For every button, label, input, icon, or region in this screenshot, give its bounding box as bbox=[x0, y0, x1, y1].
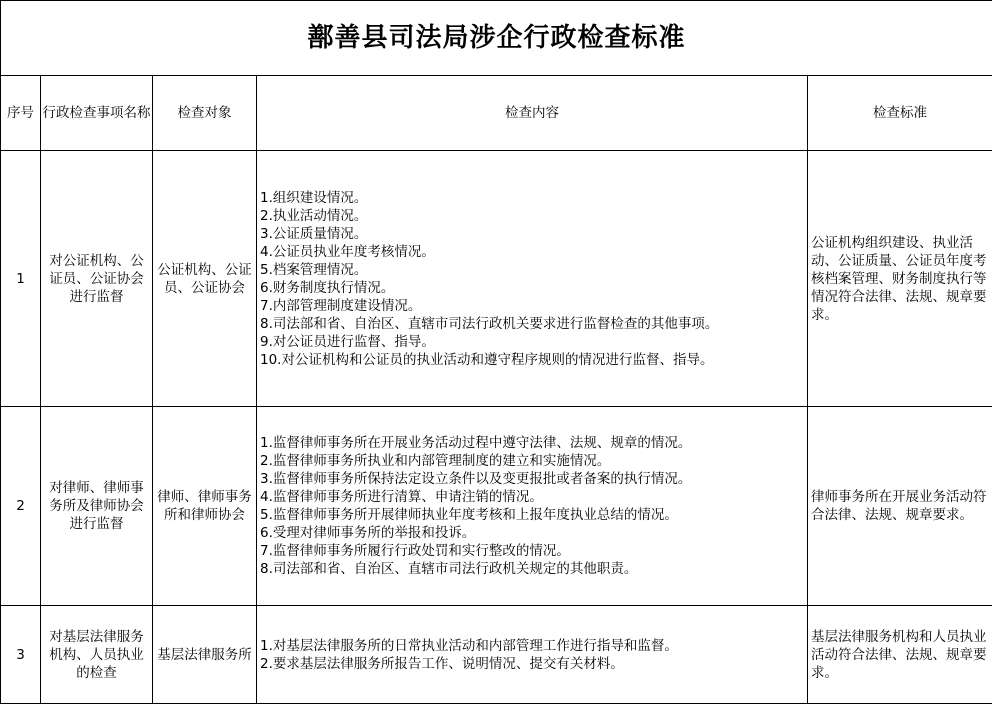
row-target: 基层法律服务所 bbox=[153, 606, 257, 704]
header-target: 检查对象 bbox=[153, 76, 257, 151]
content-line: 3.监督律师事务所保持法定设立条件以及变更报批或者备案的执行情况。 bbox=[260, 471, 692, 487]
header-row bbox=[1, 76, 992, 151]
row-item: 对基层法律服务机构、人员执业的检查 bbox=[41, 606, 153, 704]
row-item: 对律师、律师事务所及律师协会进行监督 bbox=[41, 407, 153, 606]
row-content bbox=[257, 407, 808, 606]
content-line: 1.组织建设情况。 bbox=[260, 189, 368, 206]
row-num: 3 bbox=[1, 606, 41, 704]
row-num: 1 bbox=[1, 151, 41, 407]
page-title: 鄯善县司法局涉企行政检查标准 bbox=[1, 1, 992, 76]
row-target: 公证机构、公证员、公证协会 bbox=[153, 151, 257, 407]
content-line: 1.监督律师事务所在开展业务活动过程中遵守法律、法规、规章的情况。 bbox=[260, 435, 692, 451]
row-target: 律师、律师事务所和律师协会 bbox=[153, 407, 257, 606]
content-line: 7.内部管理制度建设情况。 bbox=[260, 297, 422, 314]
table-row bbox=[1, 151, 992, 407]
row-num: 2 bbox=[1, 407, 41, 606]
table-row bbox=[1, 407, 992, 606]
table-row bbox=[1, 606, 992, 704]
row-content bbox=[257, 151, 808, 407]
content-line: 9.对公证员进行监督、指导。 bbox=[260, 333, 435, 350]
header-num: 序号 bbox=[1, 76, 41, 151]
content-line: 8.司法部和省、自治区、直辖市司法行政机关要求进行监督检查的其他事项。 bbox=[260, 315, 719, 332]
header-item: 行政检查事项名称 bbox=[41, 76, 153, 151]
content-line: 2.要求基层法律服务所报告工作、说明情况、提交有关材料。 bbox=[260, 655, 624, 672]
header-standard: 检查标准 bbox=[808, 76, 992, 151]
row-standard: 基层法律服务机构和人员执业活动符合法律、法规、规章要求。 bbox=[808, 606, 992, 704]
row-standard: 公证机构组织建设、执业活动、公证质量、公证员年度考核档案管理、财务制度执行等情况符合法律、法规、规章要求。 bbox=[808, 151, 992, 407]
content-line: 3.公证质量情况。 bbox=[260, 225, 368, 242]
header-content: 检查内容 bbox=[257, 76, 808, 151]
row-item: 对公证机构、公证员、公证协会进行监督 bbox=[41, 151, 153, 407]
content-line: 5.监督律师事务所开展律师执业年度考核和上报年度执业总结的情况。 bbox=[260, 507, 678, 523]
content-line: 4.公证员执业年度考核情况。 bbox=[260, 243, 435, 260]
row-content bbox=[257, 606, 808, 704]
content-line: 6.受理对律师事务所的举报和投诉。 bbox=[260, 525, 476, 541]
content-line: 8.司法部和省、自治区、直辖市司法行政机关规定的其他职责。 bbox=[260, 561, 638, 577]
content-line: 6.财务制度执行情况。 bbox=[260, 279, 395, 296]
content-line: 10.对公证机构和公证员的执业活动和遵守程序规则的情况进行监督、指导。 bbox=[260, 351, 714, 368]
content-line: 1.对基层法律服务所的日常执业活动和内部管理工作进行指导和监督。 bbox=[260, 637, 678, 654]
row-standard: 律师事务所在开展业务活动符合法律、法规、规章要求。 bbox=[808, 407, 992, 606]
content-line: 7.监督律师事务所履行行政处罚和实行整改的情况。 bbox=[260, 543, 570, 559]
content-line: 4.监督律师事务所进行清算、申请注销的情况。 bbox=[260, 489, 543, 505]
content-line: 5.档案管理情况。 bbox=[260, 261, 368, 278]
content-line: 2.监督律师事务所执业和内部管理制度的建立和实施情况。 bbox=[260, 453, 611, 469]
content-line: 2.执业活动情况。 bbox=[260, 207, 368, 224]
